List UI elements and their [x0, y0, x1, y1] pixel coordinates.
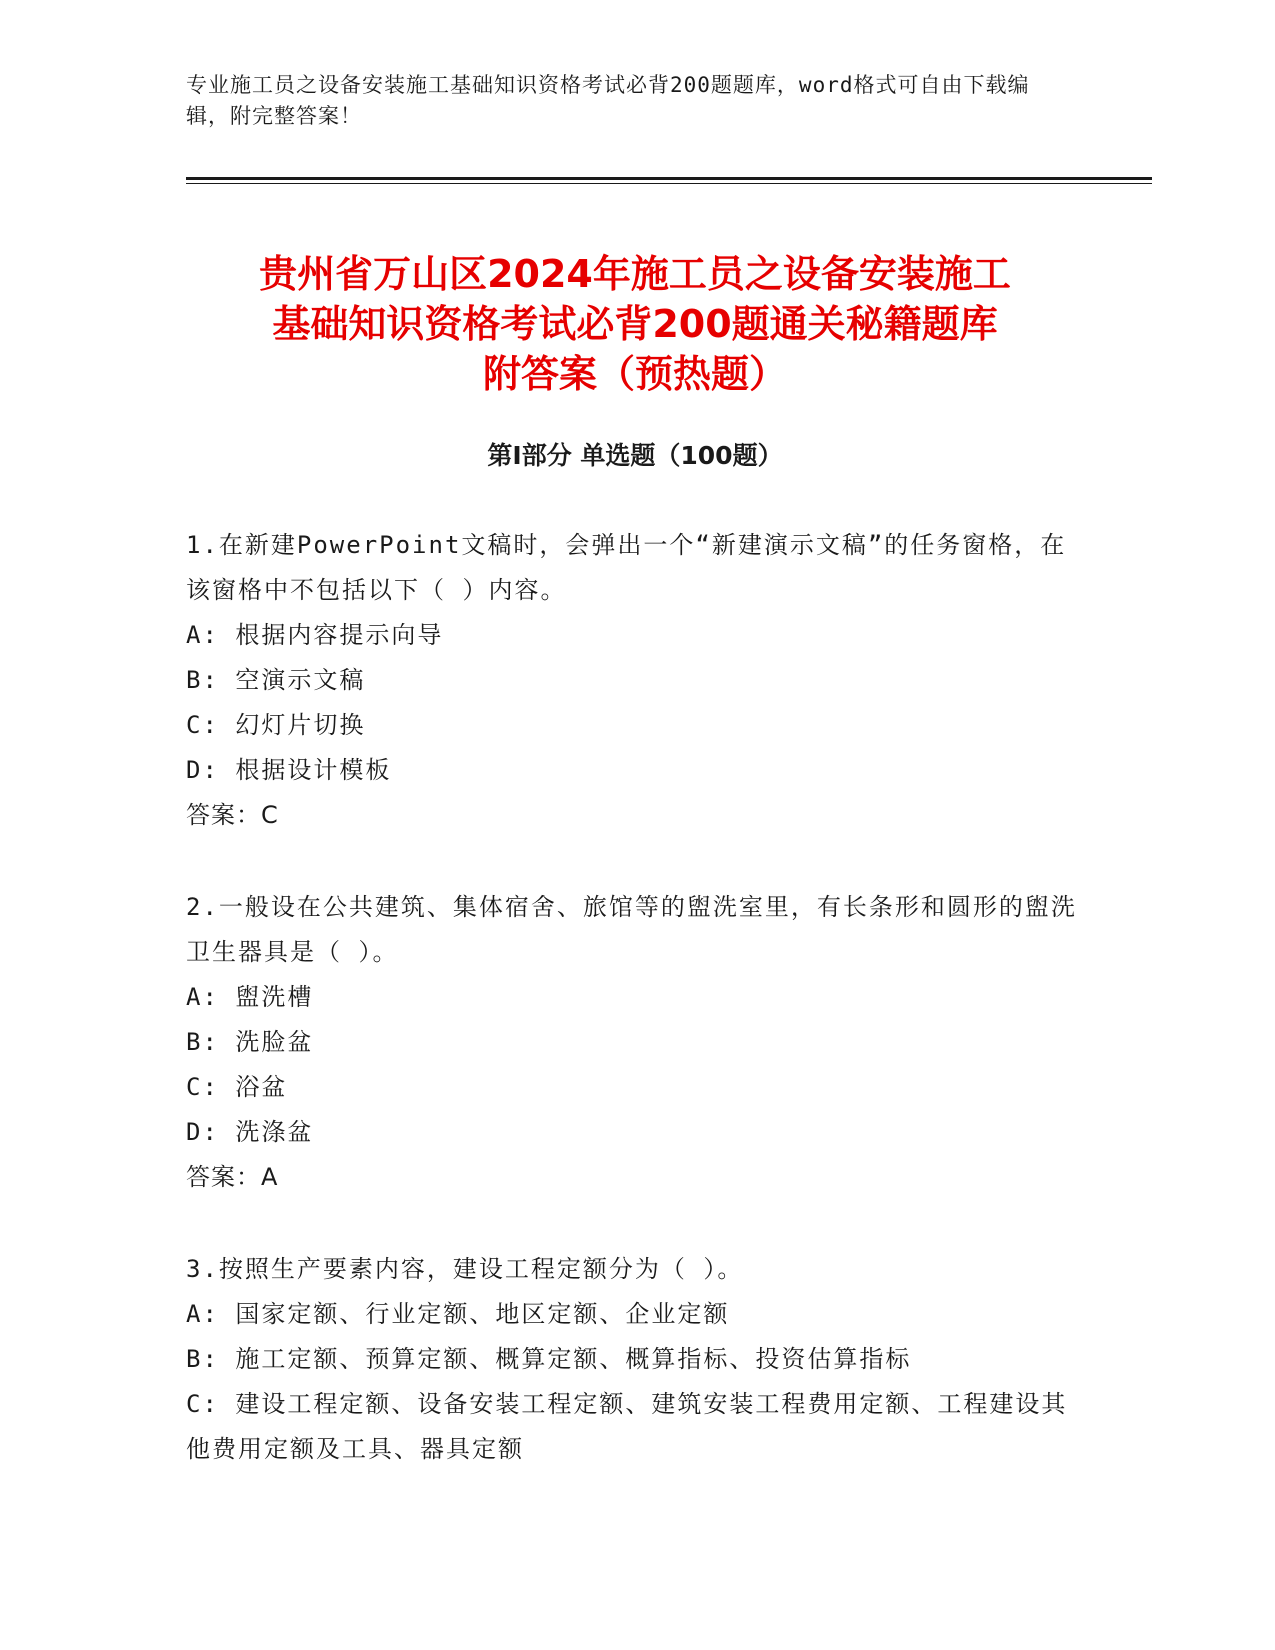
header-rule-thick: [186, 177, 1152, 180]
option-c: C: 浴盆: [186, 1073, 288, 1101]
option-a: A: 根据内容提示向导: [186, 621, 444, 649]
question-stem: 1.在新建PowerPoint文稿时，会弹出一个“新建演示文稿”的任务窗格，在该窗格中不包括以下（ ）内容。: [186, 531, 1067, 604]
option-b: B: 施工定额、预算定额、概算定额、概算指标、投资估算指标: [186, 1345, 912, 1373]
option-d: D: 根据设计模板: [186, 756, 392, 784]
question-3: [186, 1247, 1086, 1472]
title-line-1: 贵州省万山区2024年施工员之设备安装施工: [259, 252, 1011, 297]
header-note: 专业施工员之设备安装施工基础知识资格考试必背200题题库，word格式可自由下载编辑，附完整答案！: [186, 73, 1030, 128]
answer: 答案：C: [186, 801, 279, 829]
title-line-3: 附答案（预热题）: [482, 352, 787, 397]
question-stem: 2.一般设在公共建筑、集体宿舍、旅馆等的盥洗室里，有长条形和圆形的盥洗卫生器具是（ ）。: [186, 893, 1077, 966]
option-b: B: 空演示文稿: [186, 666, 366, 694]
option-c: C: 建设工程定额、设备安装工程定额、建筑安装工程费用定额、工程建设其他费用定额及工具、器具定额: [186, 1390, 1068, 1463]
question-stem: 3.按照生产要素内容，建设工程定额分为（ ）。: [186, 1255, 744, 1283]
header-rule-thin: [186, 183, 1152, 184]
option-d: D: 洗涤盆: [186, 1118, 314, 1146]
section-title: 第Ⅰ部分 单选题（100题）: [487, 441, 783, 470]
document-title: [150, 249, 1120, 399]
question-2: [186, 885, 1086, 1200]
answer: 答案：A: [186, 1163, 279, 1191]
option-c: C: 幻灯片切换: [186, 711, 366, 739]
question-1: [186, 523, 1086, 838]
option-a: A: 国家定额、行业定额、地区定额、企业定额: [186, 1300, 730, 1328]
option-b: B: 洗脸盆: [186, 1028, 314, 1056]
option-a: A: 盥洗槽: [186, 983, 314, 1011]
title-line-2: 基础知识资格考试必背200题通关秘籍题库: [272, 302, 998, 347]
